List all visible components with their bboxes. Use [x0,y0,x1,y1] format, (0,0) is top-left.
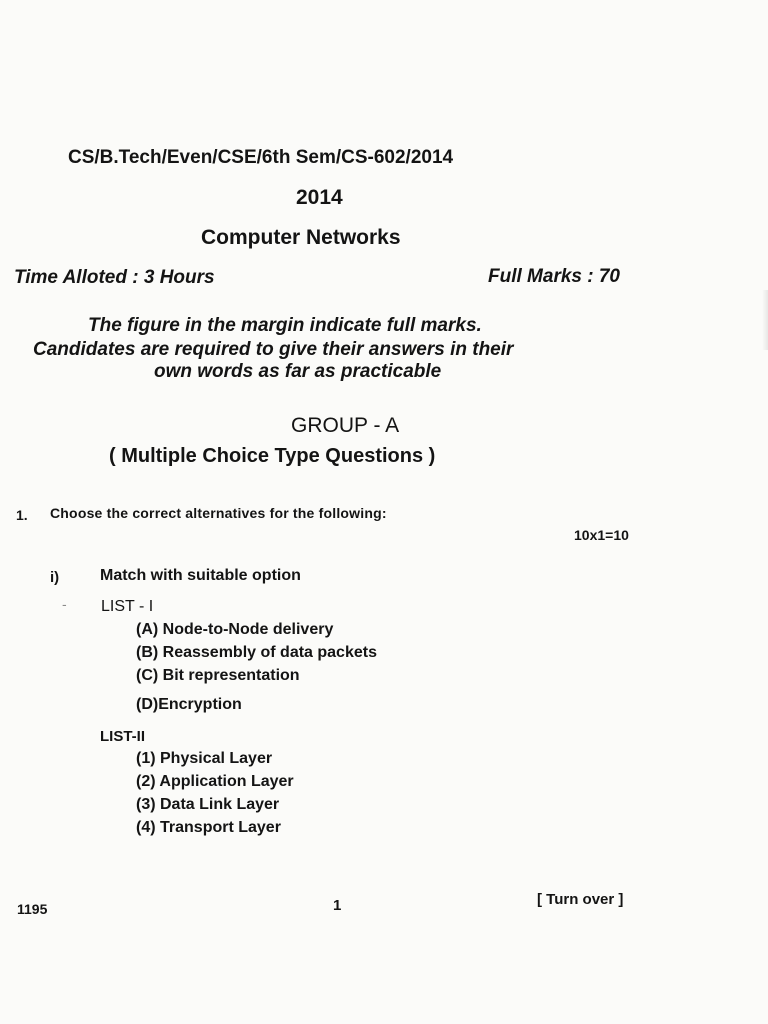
list-1-item: (D)Encryption [136,696,242,713]
instruction-line-3: own words as far as practicable [154,361,442,382]
footer-code: 1195 [17,901,48,917]
turn-over: [ Turn over ] [537,891,624,908]
list-2-item: (1) Physical Layer [136,750,273,767]
list-1-item: (A) Node-to-Node delivery [136,621,334,638]
group-title: GROUP - A [291,414,400,437]
list-1-title: LIST - I [101,598,154,615]
subquestion-text: Match with suitable option [100,567,301,584]
group-subtitle: ( Multiple Choice Type Questions ) [109,445,436,467]
time-allotted: Time Alloted : 3 Hours [14,267,215,288]
paper-code: CS/B.Tech/Even/CSE/6th Sem/CS-602/2014 [68,147,454,168]
full-marks: Full Marks : 70 [488,266,620,287]
question-number: 1. [16,507,28,523]
list-2-title: LIST-II [100,728,145,745]
list-1-item: (B) Reassembly of data packets [136,644,377,661]
list-2-item: (2) Application Layer [136,773,294,790]
scan-mark: - [62,596,67,612]
list-1-item: (C) Bit representation [136,667,300,684]
page-number: 1 [333,897,342,914]
list-2-item: (4) Transport Layer [136,819,281,836]
instruction-line-1: The figure in the margin indicate full marks. [88,315,482,336]
subject-title: Computer Networks [201,226,401,249]
question-text: Choose the correct alternatives for the following: [50,505,387,521]
subquestion-label: i) [50,569,60,586]
scan-edge-shadow [762,290,768,350]
exam-year: 2014 [296,186,343,209]
list-2-item: (3) Data Link Layer [136,796,280,813]
question-marks: 10x1=10 [574,527,629,543]
instruction-line-2: Candidates are required to give their answers in their [33,339,514,360]
